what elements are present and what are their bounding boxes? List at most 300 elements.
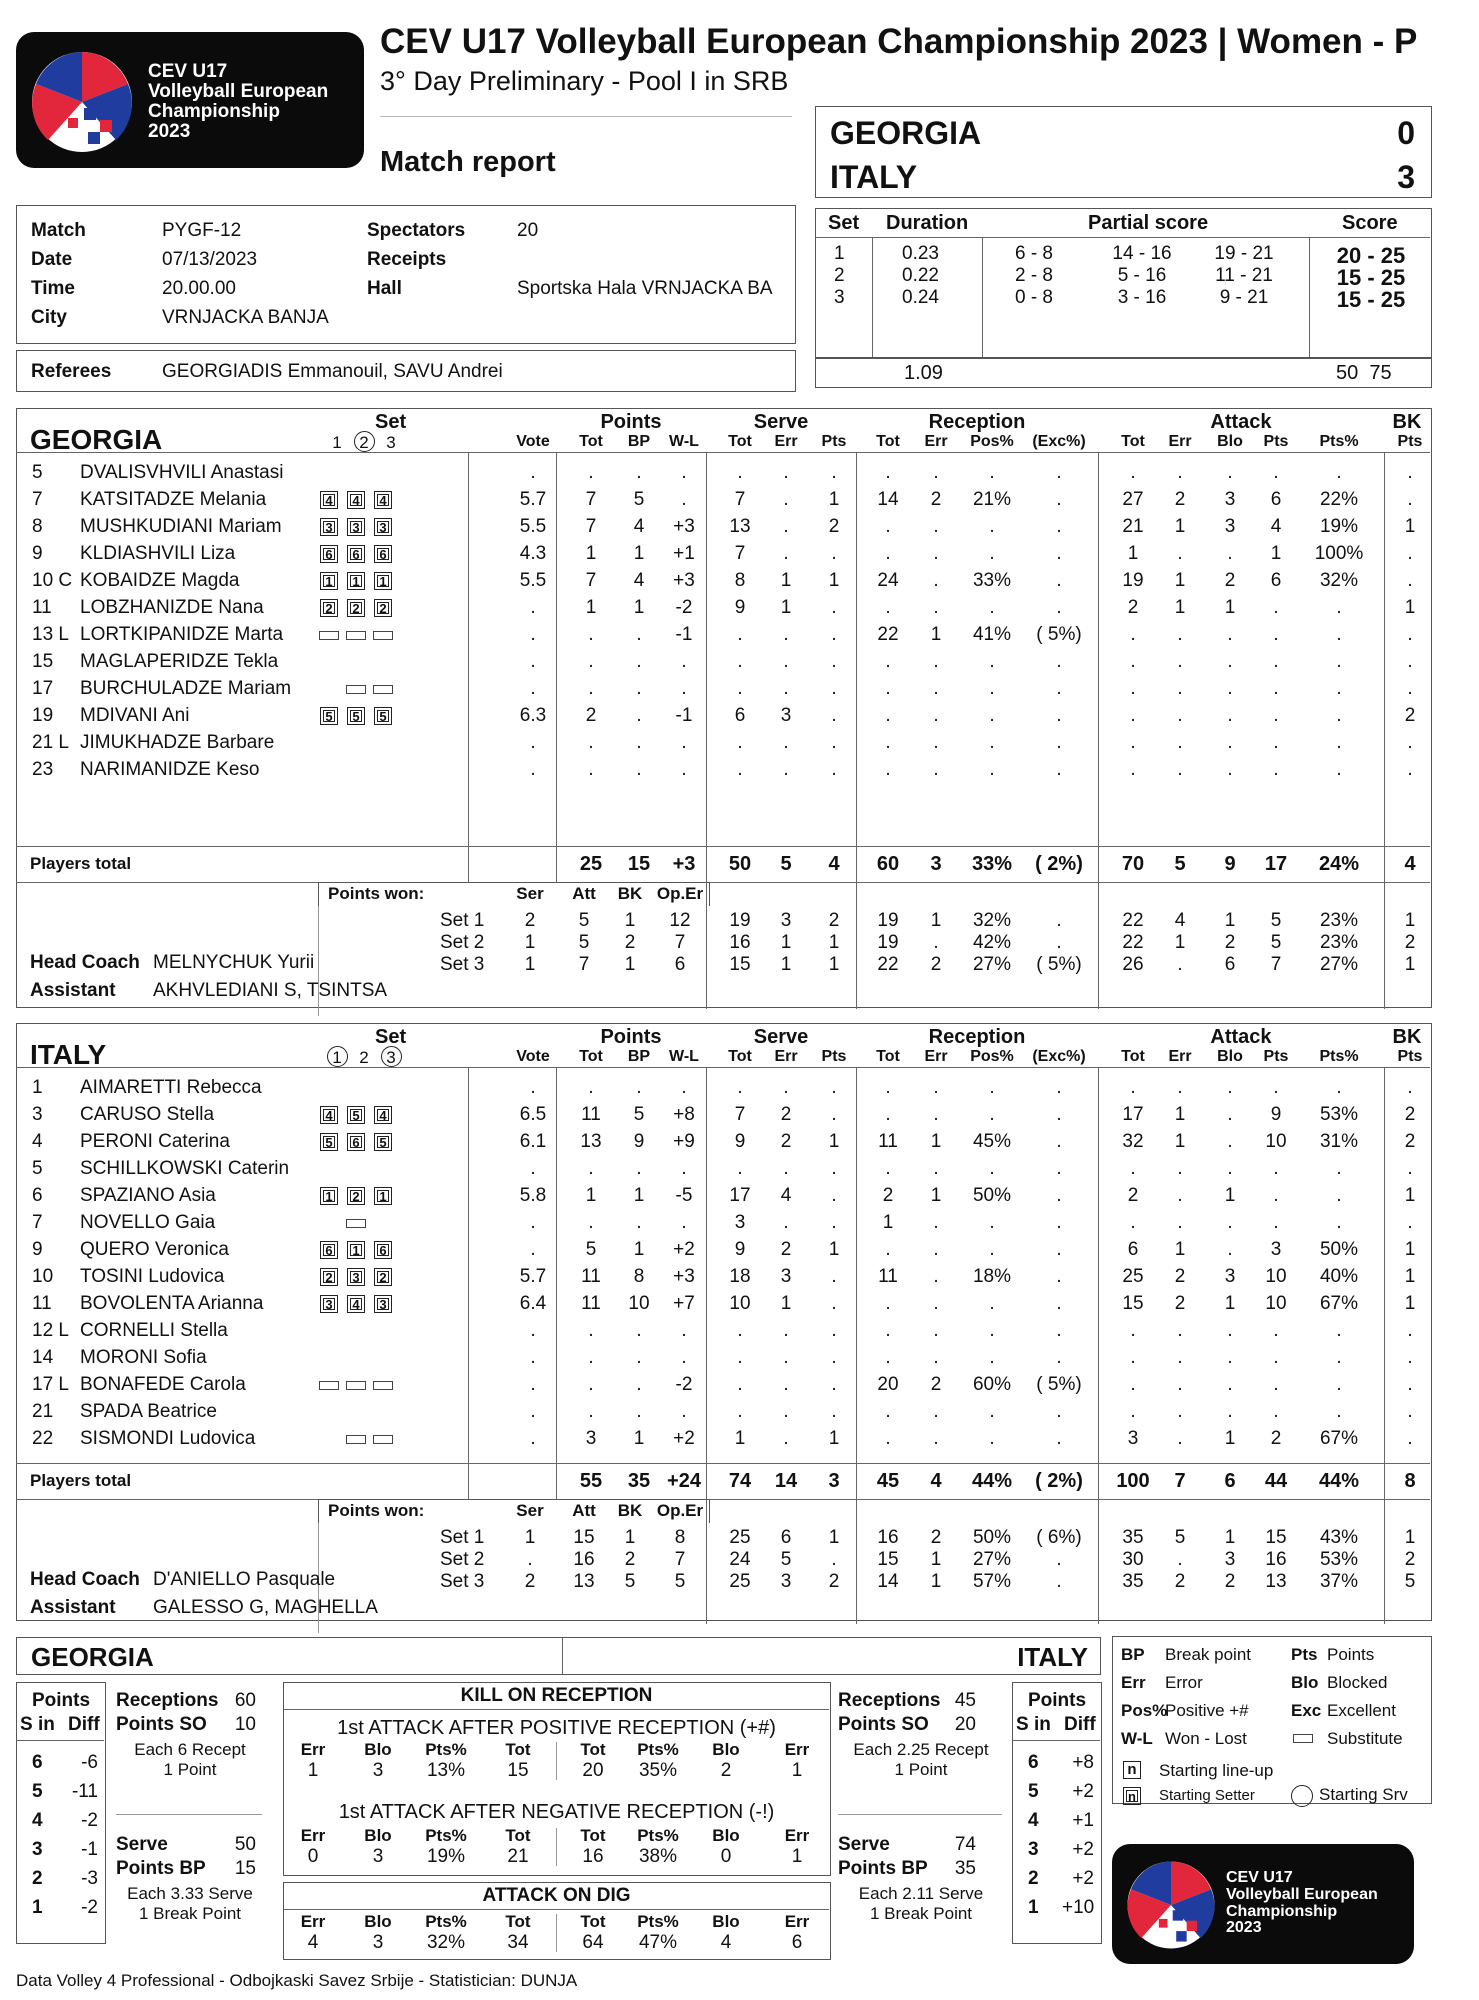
column-divider <box>1384 1463 1385 1499</box>
stat-cell: 6 <box>734 705 746 726</box>
starting-position: 2 <box>323 1271 335 1283</box>
stat-cell: . <box>1336 705 1342 726</box>
column-divider <box>468 1067 469 1463</box>
starting-lineup-icon <box>374 1187 392 1205</box>
set-num: 1 <box>332 433 342 452</box>
set-stat-cell: 2 <box>828 1571 840 1592</box>
kill-cell: 32% <box>426 1932 466 1953</box>
stat-cell: 10 <box>1265 1131 1287 1152</box>
stat-cell: . <box>831 543 837 564</box>
stat-cell: . <box>737 678 743 699</box>
starting-lineup-icon <box>320 1241 338 1259</box>
stat-cell: . <box>530 1077 536 1098</box>
stat-cell: 22% <box>1319 489 1359 510</box>
set-stat-cell: 1 <box>1404 910 1416 931</box>
column-header: Err <box>924 1048 948 1065</box>
starting-position: 6 <box>350 1136 362 1148</box>
substitute-icon <box>319 631 339 640</box>
stat-cell: . <box>1177 624 1183 645</box>
stat-cell: -5 <box>675 1185 693 1206</box>
stat-cell: . <box>1227 678 1233 699</box>
stat-cell: 5 <box>633 1104 645 1125</box>
player-name: MORONI Sofia <box>80 1347 207 1368</box>
column-header: Blo <box>1217 433 1243 450</box>
partial-score: 9 - 21 <box>1219 287 1269 308</box>
kill-cell: 2 <box>720 1760 732 1781</box>
stat-cell: . <box>1056 570 1062 591</box>
stat-cell: . <box>933 597 939 618</box>
stat-cell: . <box>783 678 789 699</box>
set-stat-cell: 2 <box>828 910 840 931</box>
stat-cell: . <box>588 462 594 483</box>
points-won-label: Points won: <box>328 884 425 903</box>
starting-lineup-icon <box>347 1106 365 1124</box>
player-number: 21 <box>32 1401 54 1422</box>
starting-position: 3 <box>350 521 362 533</box>
serve-header: Serve <box>753 1026 809 1048</box>
stat-cell: 3 <box>780 1266 792 1287</box>
column-header: Err <box>1168 1048 1192 1065</box>
set-stat-cell: 1 <box>780 932 792 953</box>
stat-cell: 20 <box>877 1374 899 1395</box>
referees-box <box>16 350 796 392</box>
column-divider <box>856 1499 857 1624</box>
stat-cell: -2 <box>675 597 693 618</box>
stat-cell: . <box>933 732 939 753</box>
stat-cell: . <box>783 651 789 672</box>
column-divider <box>856 1463 857 1499</box>
stat-cell: . <box>1177 1428 1183 1449</box>
stat-cell: 1 <box>633 543 645 564</box>
stat-cell: . <box>1407 1212 1413 1233</box>
set-stat-cell: 57% <box>972 1571 1012 1592</box>
stat-cell: . <box>636 462 642 483</box>
starting-position: 3 <box>323 1298 335 1310</box>
starting-position: 3 <box>323 521 335 533</box>
stat-cell: 5 <box>585 1239 597 1260</box>
points-won-cell: 5 <box>578 932 590 953</box>
points-won-cell: 1 <box>524 954 536 975</box>
set-stat-cell: 2 <box>1224 1571 1236 1592</box>
stat-cell: . <box>1273 462 1279 483</box>
player-name: CARUSO Stella <box>80 1104 215 1125</box>
points-won-cell: 1 <box>624 910 636 931</box>
stat-cell: . <box>989 516 995 537</box>
stat-cell: . <box>530 1212 536 1233</box>
column-header: Tot <box>876 433 900 450</box>
stat-cell: . <box>737 759 743 780</box>
points-bp-label: Points BP <box>116 1858 206 1879</box>
each-serve: Each 2.11 Serve <box>858 1884 984 1903</box>
total-cell: 4 <box>930 1470 942 1492</box>
kill-title: KILL ON RECEPTION <box>460 1685 653 1706</box>
stat-cell: . <box>588 678 594 699</box>
stat-cell: . <box>1056 1401 1062 1422</box>
stat-cell: . <box>681 759 687 780</box>
stat-cell: 1 <box>585 1185 597 1206</box>
points-header: Points <box>1027 1690 1087 1711</box>
set-stat-cell: 19 <box>877 910 899 931</box>
stat-cell: . <box>1336 678 1342 699</box>
points-won-col: Op.Er <box>656 884 704 903</box>
player-name: KATSITADZE Melania <box>80 489 267 510</box>
stat-cell: . <box>885 732 891 753</box>
starting-position: 2 <box>323 602 335 614</box>
stat-cell: . <box>885 759 891 780</box>
stat-cell: . <box>1177 1401 1183 1422</box>
set-stat-cell: 2 <box>1224 932 1236 953</box>
receptions-value: 45 <box>954 1690 976 1711</box>
stat-cell: . <box>1336 1212 1342 1233</box>
column-divider <box>556 1067 557 1463</box>
kill-col-header: Pts% <box>425 1912 467 1931</box>
stat-cell: . <box>933 1266 939 1287</box>
stat-cell: 15 <box>1122 1293 1144 1314</box>
stat-cell: . <box>831 1347 837 1368</box>
set-stat-cell: 13 <box>1265 1571 1287 1592</box>
set-stat-cell: 5 <box>1174 1527 1186 1548</box>
stat-cell: 5.7 <box>519 489 547 510</box>
stat-cell: . <box>885 1293 891 1314</box>
set-stat-cell: 1 <box>1404 954 1416 975</box>
diff-header: Diff <box>68 1714 100 1735</box>
summary-right-team: ITALY <box>1017 1642 1088 1672</box>
stat-cell: . <box>737 1077 743 1098</box>
stat-cell: 1 <box>828 1428 840 1449</box>
stat-cell: 1 <box>1224 1293 1236 1314</box>
points-won-cell: . <box>527 1549 533 1570</box>
points-bp-value: 15 <box>234 1858 256 1879</box>
player-name: SISMONDI Ludovica <box>80 1428 256 1449</box>
legend-key: Pts <box>1291 1645 1318 1664</box>
stat-cell: -2 <box>675 1374 693 1395</box>
total-cell: 33% <box>971 853 1013 875</box>
info-value: 07/13/2023 <box>162 249 258 270</box>
substitute-icon <box>346 1435 366 1444</box>
stat-cell: . <box>783 516 789 537</box>
kill-cell: 13% <box>426 1760 466 1781</box>
column-divider <box>856 846 857 882</box>
points-won-col: Att <box>572 1501 596 1520</box>
summary-teams-bar <box>16 1637 1101 1675</box>
set-stat-cell: 15 <box>729 954 751 975</box>
player-name: NARIMANIDZE Keso <box>80 759 260 780</box>
column-divider <box>556 452 557 846</box>
total-cell: 8 <box>1404 1470 1416 1492</box>
player-number: 3 <box>32 1104 43 1125</box>
points-won-cell: 2 <box>624 932 636 953</box>
stat-cell: . <box>737 462 743 483</box>
stat-cell: 1 <box>1270 543 1282 564</box>
stat-cell: . <box>989 651 995 672</box>
stat-cell: . <box>1273 1185 1279 1206</box>
stat-cell: 6.1 <box>519 1131 547 1152</box>
set-stat-cell: . <box>1177 1549 1183 1570</box>
legend-key: BP <box>1121 1645 1145 1664</box>
stat-cell: . <box>530 1158 536 1179</box>
stat-cell: . <box>831 1077 837 1098</box>
stat-cell: +3 <box>673 1266 695 1287</box>
stat-cell: . <box>1273 1401 1279 1422</box>
stat-cell: . <box>1273 705 1279 726</box>
stat-cell: . <box>737 1374 743 1395</box>
kill-cell: 4 <box>307 1932 319 1953</box>
column-header: Tot <box>728 433 752 450</box>
starting-lineup-icon <box>320 1133 338 1151</box>
stat-cell: +3 <box>673 516 695 537</box>
stat-cell: 5.8 <box>519 1185 547 1206</box>
stat-cell: . <box>636 1212 642 1233</box>
stat-cell: . <box>885 1401 891 1422</box>
stat-cell: . <box>885 651 891 672</box>
stat-cell: . <box>1130 678 1136 699</box>
points-so-value: 10 <box>234 1714 256 1735</box>
serve-header: Serve <box>753 411 809 433</box>
kill-col-header: Pts% <box>425 1740 467 1759</box>
stat-cell: 3 <box>1224 489 1236 510</box>
result-team2: ITALY <box>830 159 918 195</box>
player-number: 15 <box>32 651 54 672</box>
stat-cell: 5.5 <box>519 516 547 537</box>
stat-cell: . <box>989 1104 995 1125</box>
stat-cell: . <box>1273 732 1279 753</box>
result-team2-sets: 3 <box>1397 159 1415 195</box>
player-name: LOBZHANIZDE Nana <box>80 597 264 618</box>
stat-cell: . <box>933 1158 939 1179</box>
stat-cell: . <box>885 1077 891 1098</box>
set-stat-cell: 3 <box>780 1571 792 1592</box>
set-stat-cell: ( 5%) <box>1036 954 1082 975</box>
kill-col-header: Blo <box>712 1740 740 1759</box>
total-cell: 6 <box>1224 1470 1236 1492</box>
reception-header: Reception <box>928 1026 1026 1048</box>
column-divider <box>1098 452 1099 846</box>
stat-cell: . <box>933 570 939 591</box>
starting-lineup-icon <box>347 1241 365 1259</box>
stat-cell: . <box>831 651 837 672</box>
column-header: Blo <box>1217 1048 1243 1065</box>
stat-cell: . <box>530 597 536 618</box>
diff-value: +2 <box>1072 1868 1094 1889</box>
stat-cell: . <box>933 1239 939 1260</box>
player-number: 7 <box>32 489 43 510</box>
stat-cell: 10 <box>1265 1266 1287 1287</box>
stat-cell: 53% <box>1319 1104 1359 1125</box>
set-stat-cell: 16 <box>729 932 751 953</box>
stat-cell: . <box>1336 624 1342 645</box>
points-so-label: Points SO <box>116 1714 207 1735</box>
column-divider <box>1098 1067 1099 1463</box>
stat-cell: 4 <box>633 516 645 537</box>
logo-line: CEV U17 <box>1226 1869 1293 1886</box>
player-name: KLDIASHVILI Liza <box>80 543 236 564</box>
stat-cell: . <box>783 732 789 753</box>
column-divider <box>468 452 469 846</box>
set-stat-cell: 5 <box>1270 932 1282 953</box>
stat-cell: 6 <box>1270 570 1282 591</box>
each-serve: Each 3.33 Serve <box>127 1884 253 1903</box>
totals-divider <box>16 1463 1430 1464</box>
stat-cell: . <box>1407 759 1413 780</box>
points-won-cell: 12 <box>669 910 691 931</box>
set-num: 2 <box>359 1048 369 1067</box>
set-stat-cell: 22 <box>877 954 899 975</box>
stat-cell: . <box>1130 651 1136 672</box>
set-num: 3 <box>386 1048 396 1067</box>
stat-cell: . <box>989 1239 995 1260</box>
stat-cell: . <box>681 1401 687 1422</box>
column-header: W-L <box>669 1048 699 1065</box>
stat-cell: 1 <box>633 1185 645 1206</box>
substitute-icon <box>346 631 366 640</box>
stat-cell: . <box>1336 1077 1342 1098</box>
stat-cell: . <box>1130 462 1136 483</box>
player-number: 22 <box>32 1428 54 1449</box>
header-divider <box>16 452 1430 453</box>
set-stat-cell: 1 <box>828 1527 840 1548</box>
points-won-cell: 5 <box>624 1571 636 1592</box>
set-stat-cell: 16 <box>877 1527 899 1548</box>
kill-col-header: Tot <box>580 1826 606 1845</box>
players-total-label: Players total <box>30 854 132 873</box>
stat-cell: 32 <box>1122 1131 1144 1152</box>
stat-cell: . <box>1407 1401 1413 1422</box>
set-stat-cell: 23% <box>1319 910 1359 931</box>
stat-cell: 2 <box>882 1185 894 1206</box>
stat-cell: +7 <box>673 1293 695 1314</box>
stat-cell: . <box>783 1401 789 1422</box>
points-won-cell: 2 <box>524 910 536 931</box>
stat-cell: . <box>1407 570 1413 591</box>
stat-cell: 4 <box>1270 516 1282 537</box>
stat-cell: . <box>933 1320 939 1341</box>
player-name: AIMARETTI Rebecca <box>80 1077 262 1098</box>
stat-cell: . <box>1273 1347 1279 1368</box>
stat-cell: . <box>737 624 743 645</box>
kill-col-header: Err <box>300 1826 326 1845</box>
player-number: 10 C <box>32 570 73 591</box>
set-stat-cell: . <box>831 1549 837 1570</box>
stat-cell: . <box>1273 1320 1279 1341</box>
stat-cell: +3 <box>673 570 695 591</box>
stat-cell: 1 <box>930 1131 942 1152</box>
kill-col-header: Tot <box>505 1912 531 1931</box>
substitute-icon <box>373 1381 393 1390</box>
stat-cell: . <box>1056 678 1062 699</box>
assistant-name: GALESSO G, MAGHELLA <box>153 1597 378 1618</box>
points-won-col: Op.Er <box>656 1501 704 1520</box>
points-won-cell: 6 <box>674 954 686 975</box>
player-number: 23 <box>32 759 54 780</box>
sin-value: 4 <box>32 1810 43 1831</box>
points-won-cell: 2 <box>524 1571 536 1592</box>
logo-line: Championship <box>1226 1902 1338 1920</box>
stat-cell: 6.5 <box>519 1104 547 1125</box>
stat-cell: . <box>933 678 939 699</box>
set-duration: 0.23 <box>902 243 939 264</box>
stat-cell: . <box>1056 597 1062 618</box>
partial-score: 19 - 21 <box>1214 243 1274 264</box>
stat-cell: 1 <box>585 597 597 618</box>
column-header: W-L <box>669 433 699 450</box>
stat-cell: 9 <box>1270 1104 1282 1125</box>
stat-cell: 1 <box>1127 543 1139 564</box>
set-stat-cell: 4 <box>1174 910 1186 931</box>
stat-cell: . <box>783 1320 789 1341</box>
stat-cell: 4 <box>780 1185 792 1206</box>
stat-cell: . <box>989 1347 995 1368</box>
stat-cell: . <box>588 1401 594 1422</box>
stat-cell: . <box>783 759 789 780</box>
column-divider <box>1384 452 1385 846</box>
set-stat-cell: . <box>1056 932 1062 953</box>
logo-line: 2023 <box>148 120 191 142</box>
head-coach-label: Head Coach <box>30 1569 140 1590</box>
set-stat-cell: . <box>1177 954 1183 975</box>
player-name: KOBAIDZE Magda <box>80 570 240 591</box>
stat-cell: . <box>737 1158 743 1179</box>
stat-cell: . <box>530 651 536 672</box>
stat-cell: . <box>1130 624 1136 645</box>
column-divider <box>706 846 707 882</box>
kill-cell: 16 <box>582 1846 604 1867</box>
starting-position: 6 <box>350 548 362 560</box>
logo-line: Volleyball European <box>148 80 329 102</box>
column-divider <box>556 846 557 882</box>
set-stat-cell: 6 <box>780 1527 792 1548</box>
starting-lineup-icon <box>320 545 338 563</box>
total-cell: 45 <box>876 1470 900 1492</box>
set-stat-cell: 3 <box>780 910 792 931</box>
stat-cell: . <box>885 516 891 537</box>
stat-cell: 6.3 <box>519 705 547 726</box>
stat-cell: . <box>1336 732 1342 753</box>
diff-value: +1 <box>1072 1810 1094 1831</box>
stat-cell: . <box>933 705 939 726</box>
starting-lineup-icon <box>320 518 338 536</box>
stat-cell: . <box>636 651 642 672</box>
set-stat-cell: 30 <box>1122 1549 1144 1570</box>
stat-cell: . <box>1273 624 1279 645</box>
stat-cell: . <box>933 1077 939 1098</box>
stat-cell: . <box>1407 462 1413 483</box>
points-won-cell: 1 <box>624 1527 636 1548</box>
stat-cell: 11 <box>878 1266 898 1287</box>
stat-cell: -1 <box>675 705 693 726</box>
stat-cell: 41% <box>972 624 1012 645</box>
stat-cell: . <box>530 1428 536 1449</box>
stat-cell: 2 <box>1174 1266 1186 1287</box>
kill-divider <box>556 1914 557 1952</box>
column-divider <box>856 1067 857 1463</box>
stat-cell: 2 <box>930 489 942 510</box>
starting-position: 4 <box>323 1109 335 1121</box>
stat-cell: . <box>1177 705 1183 726</box>
stat-cell: 1 <box>1404 1266 1416 1287</box>
set-number: 1 <box>834 243 845 264</box>
starting-lineup-icon <box>347 572 365 590</box>
stat-cell: . <box>1273 1158 1279 1179</box>
left-reception-block <box>116 1690 264 1780</box>
total-cell: 50 <box>728 853 752 875</box>
kill-cell: 15 <box>507 1760 529 1781</box>
column-header: BP <box>627 1048 651 1065</box>
match-info-box <box>16 205 796 344</box>
stat-cell: 9 <box>734 1131 746 1152</box>
column-header: Pos% <box>970 433 1014 450</box>
legend-value: Break point <box>1165 1645 1251 1664</box>
positive-reception-title: 1st ATTACK AFTER POSITIVE RECEPTION (+#) <box>337 1717 776 1739</box>
